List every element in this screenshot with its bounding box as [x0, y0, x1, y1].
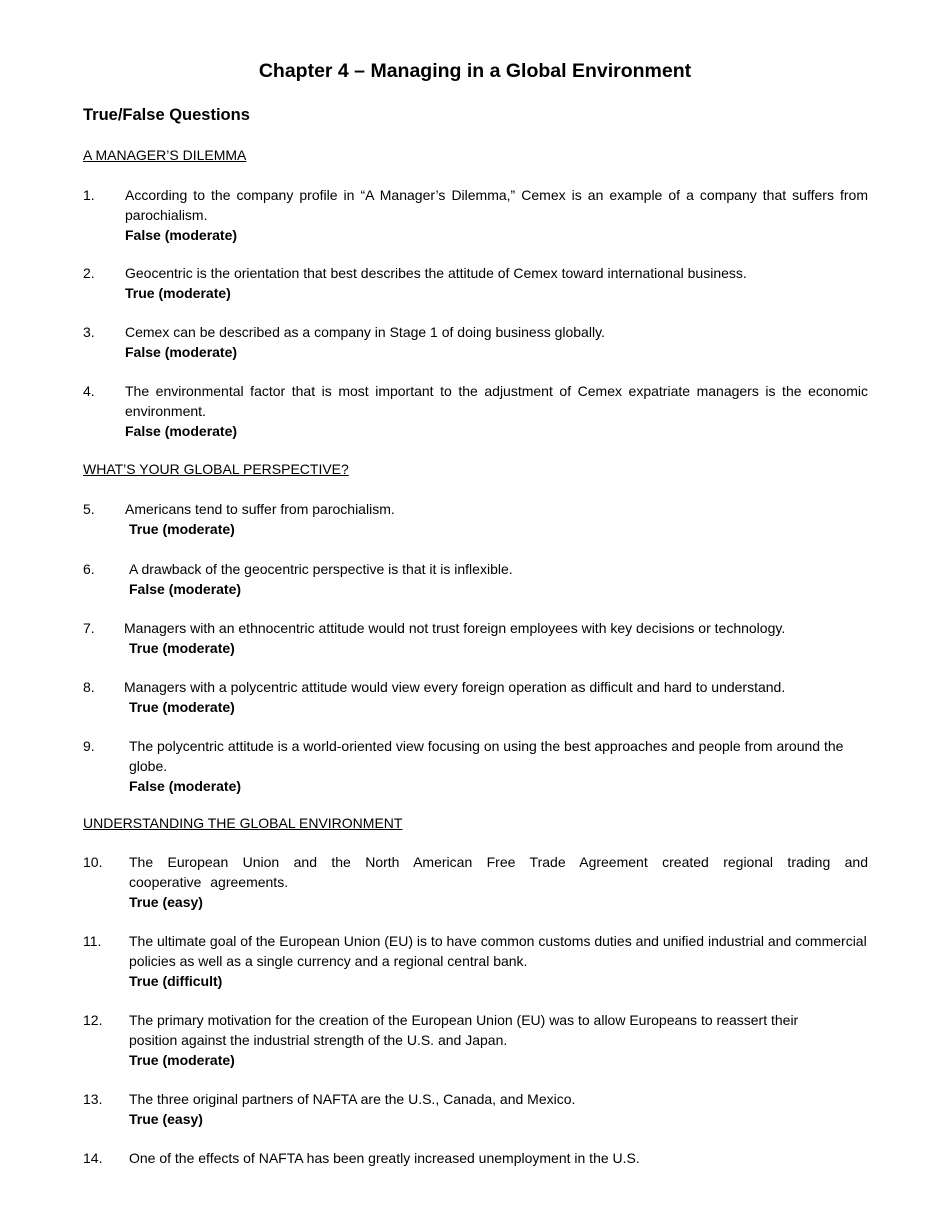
question-answer: True (easy) [129, 1111, 203, 1127]
question-answer: True (moderate) [129, 640, 235, 656]
question-13 [83, 1089, 868, 1129]
question-answer: True (moderate) [129, 521, 235, 537]
question-text: The primary motivation for the creation of the European Union (EU) was to allow Europeans to reassert their position against the industrial strength of the U.S. and Japan. [129, 1012, 799, 1048]
question-number: 4. [83, 383, 95, 399]
section-heading-global-environment: UNDERSTANDING THE GLOBAL ENVIRONMENT [83, 815, 403, 831]
question-number: 2. [83, 265, 95, 281]
question-text: Americans tend to suffer from parochialism. [125, 501, 395, 517]
question-answer: True (moderate) [129, 1052, 235, 1068]
question-answer: True (moderate) [129, 699, 235, 715]
question-number: 1. [83, 187, 95, 203]
question-10 [83, 852, 868, 912]
question-text: The ultimate goal of the European Union (EU) is to have common customs duties and unified industrial and commercial policies as well as a single currency and a regional central bank. [129, 933, 867, 969]
question-11 [83, 931, 868, 991]
question-6 [83, 559, 868, 599]
section-heading-global-perspective: WHAT’S YOUR GLOBAL PERSPECTIVE? [83, 461, 349, 477]
question-text: The polycentric attitude is a world-oriented view focusing on using the best approaches and people from around the globe. [129, 738, 844, 774]
question-text: Managers with an ethnocentric attitude would not trust foreign employees with key decisions or technology. [124, 620, 786, 636]
question-8 [83, 677, 868, 717]
question-text: The environmental factor that is most important to the adjustment of Cemex expatriate managers is the economic environment. [125, 383, 868, 419]
question-answer: False (moderate) [129, 778, 242, 794]
question-number: 10. [83, 854, 103, 870]
question-number: 13. [83, 1091, 103, 1107]
section-subtitle: True/False Questions [83, 106, 250, 124]
question-answer: True (difficult) [129, 973, 223, 989]
question-number: 12. [83, 1012, 103, 1028]
question-answer: True (easy) [129, 894, 203, 910]
question-answer: True (moderate) [125, 285, 231, 301]
question-answer: False (moderate) [129, 581, 242, 597]
question-answer: False (moderate) [125, 344, 238, 360]
question-2 [83, 263, 868, 303]
question-number: 3. [83, 324, 95, 340]
question-text: Managers with a polycentric attitude would view every foreign operation as difficult and hard to understand. [124, 679, 786, 695]
question-number: 11. [83, 933, 102, 949]
page-title: Chapter 4 – Managing in a Global Environment [258, 60, 692, 82]
question-text: According to the company profile in “A Manager’s Dilemma,” Cemex is an example of a company that suffers from parochialism. [125, 187, 868, 223]
question-number: 9. [83, 738, 95, 754]
question-5 [83, 499, 868, 539]
question-text: The three original partners of NAFTA are the U.S., Canada, and Mexico. [129, 1091, 576, 1107]
question-text: A drawback of the geocentric perspective is that it is inflexible. [129, 561, 513, 577]
question-7 [83, 618, 868, 658]
question-answer: False (moderate) [125, 227, 238, 243]
question-text: The European Union and the North American Free Trade Agreement created regional trading and cooperative agreements. [129, 854, 868, 890]
section-heading-managers-dilemma: A MANAGER’S DILEMMA [83, 147, 247, 163]
question-3 [83, 322, 868, 362]
question-9 [83, 736, 868, 796]
question-text: One of the effects of NAFTA has been greatly increased unemployment in the U.S. [129, 1150, 640, 1166]
question-text: Geocentric is the orientation that best describes the attitude of Cemex toward international business. [125, 265, 747, 281]
question-4 [83, 381, 868, 441]
question-number: 6. [83, 561, 95, 577]
question-12 [83, 1010, 868, 1070]
question-1 [83, 185, 868, 245]
question-number: 14. [83, 1150, 103, 1166]
question-14 [83, 1148, 868, 1168]
question-answer: False (moderate) [125, 423, 238, 439]
question-number: 8. [83, 679, 95, 695]
question-number: 7. [83, 620, 95, 636]
question-text: Cemex can be described as a company in Stage 1 of doing business globally. [125, 324, 605, 340]
question-number: 5. [83, 501, 95, 517]
